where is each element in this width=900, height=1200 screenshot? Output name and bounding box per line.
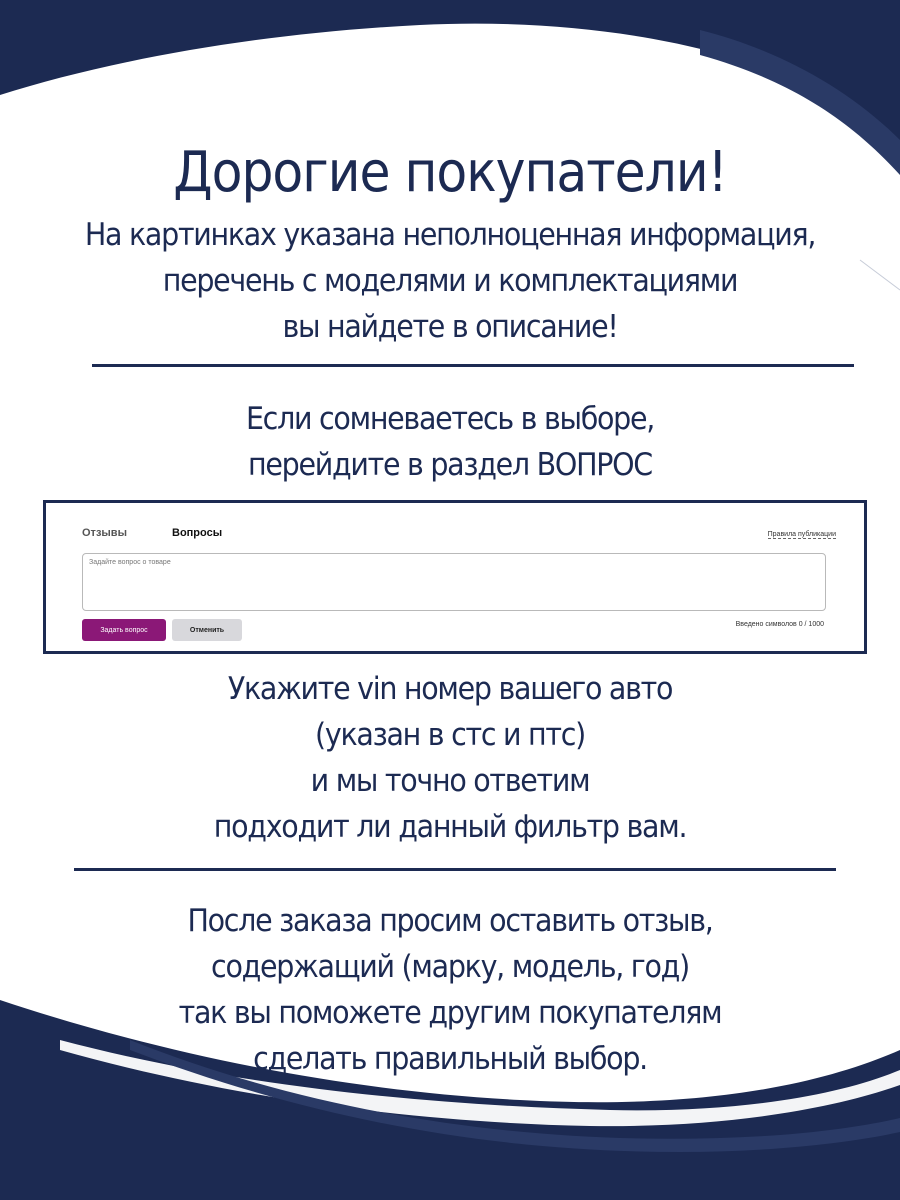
notice-text bbox=[36, 212, 864, 350]
ask-question-button[interactable]: Задать вопрос bbox=[82, 619, 166, 641]
vin-line: подходит ли данный фильтр вам. bbox=[213, 809, 687, 845]
review-line: После заказа просим оставить отзыв, bbox=[187, 903, 713, 939]
tab-questions[interactable]: Вопросы bbox=[172, 527, 223, 539]
vin-line: Укажите vin номер вашего авто bbox=[227, 671, 673, 707]
cancel-button[interactable]: Отменить bbox=[172, 619, 242, 641]
review-line: так вы поможете другим покупателям bbox=[178, 995, 722, 1031]
notice-line: На картинках указана неполноценная информация, bbox=[84, 217, 816, 253]
doubt-text bbox=[36, 396, 864, 488]
publication-rules-link[interactable]: Правила публикации bbox=[767, 531, 836, 538]
notice-line: вы найдете в описание! bbox=[282, 309, 618, 345]
review-line: сделать правильный выбор. bbox=[253, 1041, 647, 1077]
divider bbox=[74, 868, 836, 871]
review-text bbox=[36, 898, 864, 1082]
notice-line: перечень с моделями и комплектациями bbox=[162, 263, 738, 299]
divider bbox=[92, 364, 854, 367]
question-input[interactable] bbox=[83, 554, 825, 610]
vin-line: (указан в стс и птс) bbox=[315, 717, 585, 753]
char-counter: Введено символов 0 / 1000 bbox=[735, 621, 824, 628]
review-line: содержащий (марку, модель, год) bbox=[211, 949, 689, 985]
tab-reviews[interactable]: Отзывы bbox=[82, 527, 127, 539]
vin-text bbox=[36, 666, 864, 850]
page-title: Дорогие покупатели! bbox=[173, 140, 727, 205]
doubt-line: Если сомневаетесь в выборе, bbox=[245, 401, 655, 437]
vin-line: и мы точно ответим bbox=[310, 763, 590, 799]
question-form-screenshot bbox=[43, 500, 867, 654]
doubt-line: перейдите в раздел ВОПРОС bbox=[248, 447, 652, 483]
question-input-box[interactable] bbox=[82, 553, 826, 611]
